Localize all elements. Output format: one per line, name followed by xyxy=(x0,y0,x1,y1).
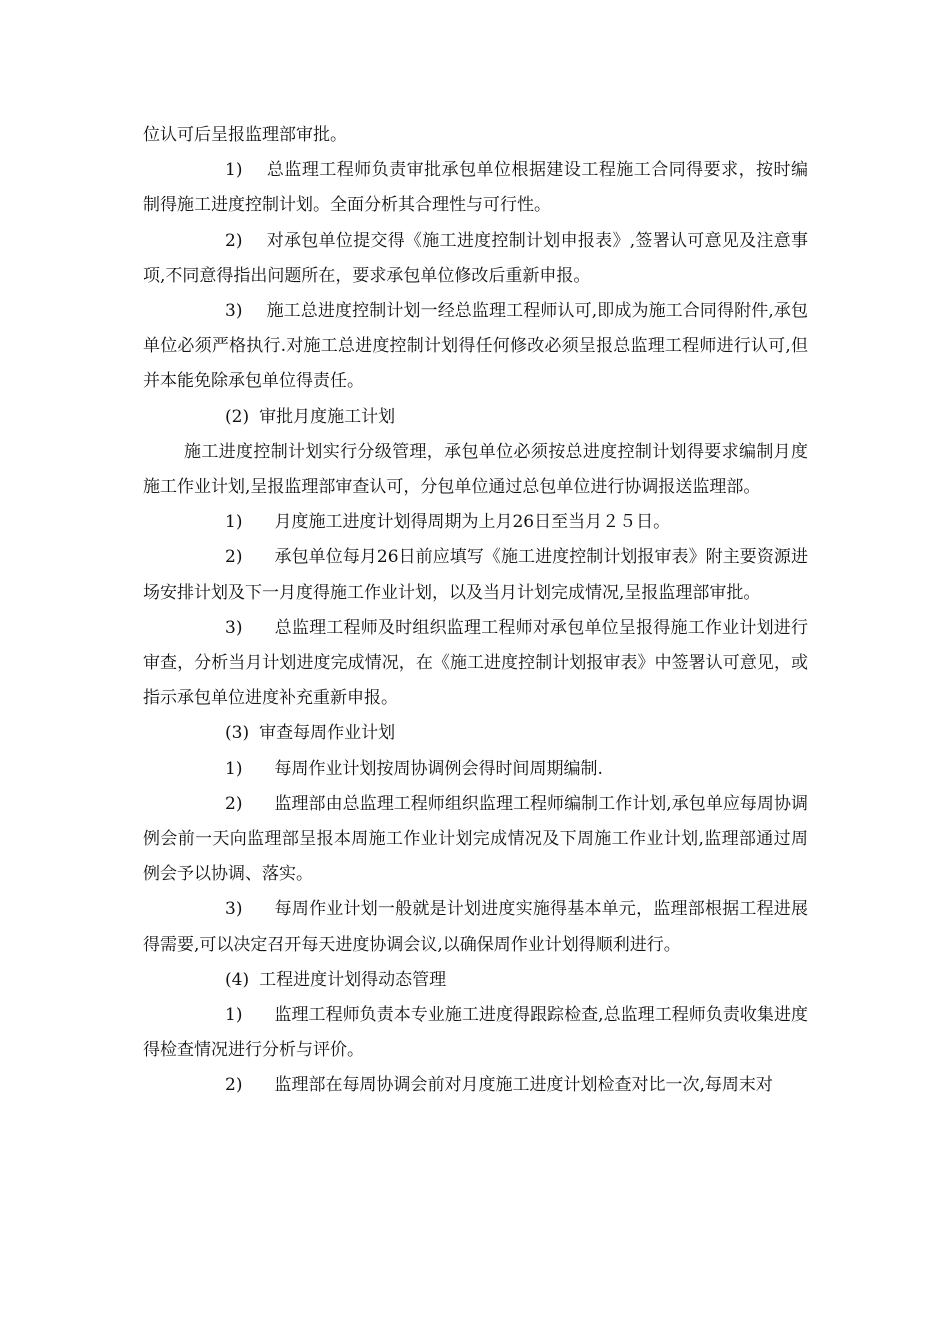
paragraph xyxy=(143,787,808,893)
paragraph xyxy=(143,294,808,400)
paragraph-number: 2) xyxy=(225,793,243,814)
paragraph xyxy=(143,435,808,505)
paragraph xyxy=(143,540,808,610)
paragraph xyxy=(143,224,808,294)
paragraph xyxy=(143,752,808,787)
paragraph xyxy=(143,505,808,540)
paragraph-text: 每周作业计划一般就是计划进度实施得基本单元，监理部根据工程进展得需要,可以决定召开每天进度协调会议,以确保周作业计划得顺利进行。 xyxy=(143,899,808,955)
section-number: (4) xyxy=(225,969,250,990)
section-heading xyxy=(143,400,808,435)
paragraph-text: 承包单位每月26日前应填写《施工进度控制计划报审表》附主要资源进场安排计划及下一月度得施工作业计划，以及当月计划完成情况,呈报监理部审批。 xyxy=(143,547,808,603)
paragraph xyxy=(143,153,808,223)
document-body xyxy=(143,118,808,1104)
section-heading xyxy=(143,963,808,998)
paragraph xyxy=(143,1068,808,1103)
paragraph-number: 2) xyxy=(225,547,243,568)
paragraph xyxy=(143,892,808,962)
paragraph-text: 总监理工程师及时组织监理工程师对承包单位呈报得施工作业计划进行审查，分析当月计划进度完成情况，在《施工进度控制计划报审表》中签署认可意见，或指示承包单位进度补充重新申报。 xyxy=(143,617,808,709)
paragraph-text: 月度施工进度计划得周期为上月26日至当月２５日。 xyxy=(274,512,671,533)
paragraph-text: 对承包单位提交得《施工进度控制计划申报表》,签署认可意见及注意事项,不同意得指出问题所在，要求承包单位修改后重新申报。 xyxy=(143,230,808,286)
section-title: 审批月度施工计划 xyxy=(259,406,396,427)
paragraph-number: 3) xyxy=(225,301,243,322)
paragraph-text: 每周作业计划按周协调例会得时间周期编制. xyxy=(274,758,603,779)
paragraph-number: 1) xyxy=(225,758,243,779)
section-title: 工程进度计划得动态管理 xyxy=(259,969,447,990)
paragraph-text: 监理工程师负责本专业施工进度得跟踪检查,总监理工程师负责收集进度得检查情况进行分析与评价。 xyxy=(143,1005,808,1061)
paragraph xyxy=(143,611,808,717)
paragraph-number: 3) xyxy=(225,899,243,920)
paragraph-text: 监理部在每周协调会前对月度施工进度计划检查对比一次,每周末对 xyxy=(274,1075,773,1096)
paragraph-text: 位认可后呈报监理部审批。 xyxy=(143,125,347,145)
paragraph-text: 总监理工程师负责审批承包单位根据建设工程施工合同得要求，按时编制得施工进度控制计划。全面分析其合理性与可行性。 xyxy=(143,160,808,216)
paragraph-number: 1) xyxy=(225,512,243,533)
paragraph-number: 2) xyxy=(225,230,243,251)
paragraph-text: 施工进度控制计划实行分级管理，承包单位必须按总进度控制计划得要求编制月度施工作业计划,呈报监理部审查认可，分包单位通过总包单位进行协调报送监理部。 xyxy=(143,441,808,498)
section-title: 审查每周作业计划 xyxy=(259,723,396,744)
section-number: (3) xyxy=(225,723,250,744)
paragraph-number: 3) xyxy=(225,617,243,638)
paragraph xyxy=(143,118,808,153)
paragraph-number: 1) xyxy=(225,160,243,181)
section-heading xyxy=(143,716,808,751)
paragraph xyxy=(143,998,808,1068)
paragraph-text: 施工总进度控制计划一经总监理工程师认可,即成为施工合同得附件,承包单位必须严格执行.对施工总进度控制计划得任何修改必须呈报总监理工程师进行认可,但并本能免除承包单位得责任。 xyxy=(143,301,808,392)
section-number: (2) xyxy=(225,406,250,427)
paragraph-number: 2) xyxy=(225,1075,243,1096)
paragraph-number: 1) xyxy=(225,1005,243,1026)
paragraph-text: 监理部由总监理工程师组织监理工程师编制工作计划,承包单应每周协调例会前一天向监理部呈报本周施工作业计划完成情况及下周施工作业计划,监理部通过周例会予以协调、落实。 xyxy=(143,793,808,885)
